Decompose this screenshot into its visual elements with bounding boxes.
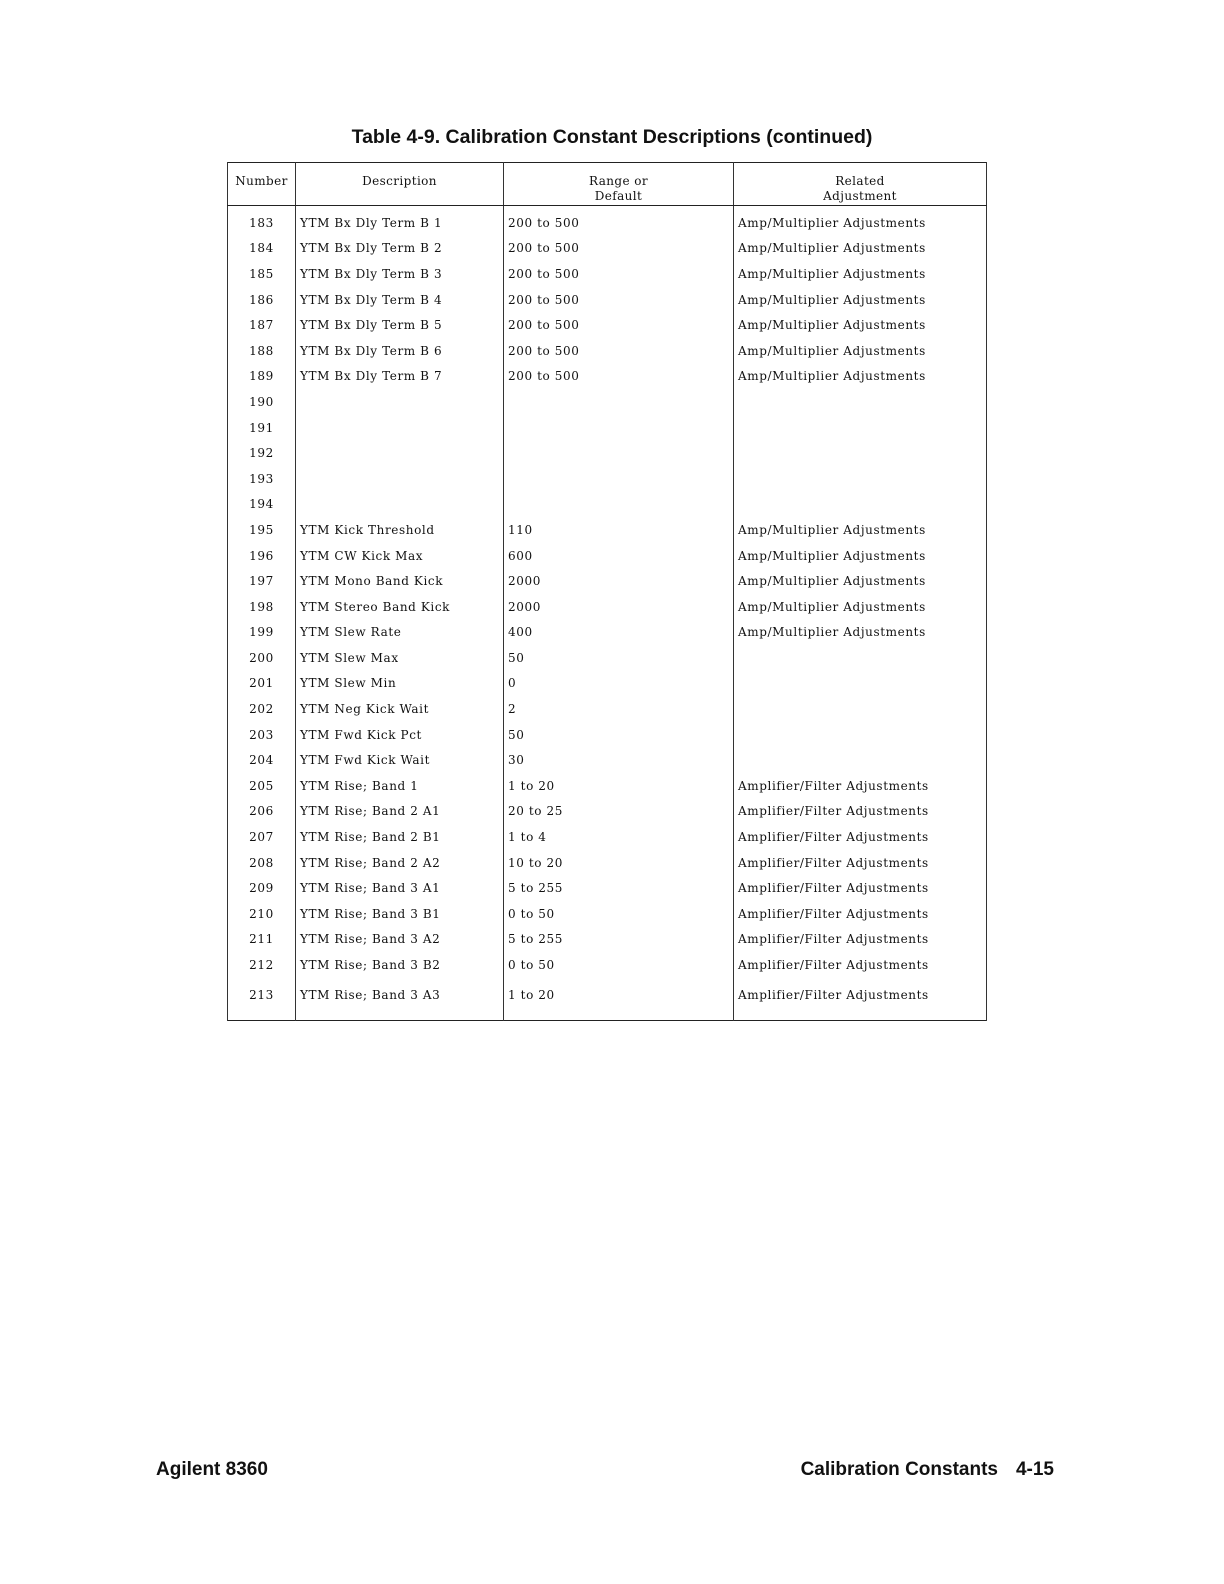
table-row bbox=[228, 287, 987, 313]
cell-related: Amplifier/Filter Adjustments bbox=[734, 952, 987, 978]
header-related bbox=[734, 163, 987, 206]
cell-description: YTM Kick Threshold bbox=[296, 517, 504, 543]
cell-range bbox=[504, 466, 734, 492]
cell-description: YTM Mono Band Kick bbox=[296, 568, 504, 594]
header-number-label: Number bbox=[235, 174, 288, 188]
cell-description bbox=[296, 440, 504, 466]
cell-related bbox=[734, 466, 987, 492]
cell-number: 202 bbox=[228, 696, 296, 722]
cell-description: YTM Bx Dly Term B 6 bbox=[296, 338, 504, 364]
cell-description bbox=[296, 415, 504, 441]
cell-range: 0 bbox=[504, 671, 734, 697]
table-row bbox=[228, 594, 987, 620]
cell-related: Amplifier/Filter Adjustments bbox=[734, 799, 987, 825]
table-row bbox=[228, 364, 987, 390]
cell-range: 200 to 500 bbox=[504, 287, 734, 313]
table-row bbox=[228, 415, 987, 441]
table-row bbox=[228, 773, 987, 799]
cell-description: YTM CW Kick Max bbox=[296, 543, 504, 569]
cell-related: Amp/Multiplier Adjustments bbox=[734, 543, 987, 569]
table-row bbox=[228, 338, 987, 364]
table-row bbox=[228, 645, 987, 671]
cell-related bbox=[734, 415, 987, 441]
table-row bbox=[228, 389, 987, 415]
cell-description: YTM Slew Rate bbox=[296, 620, 504, 646]
cell-related: Amp/Multiplier Adjustments bbox=[734, 236, 987, 262]
cell-description: YTM Slew Max bbox=[296, 645, 504, 671]
cell-related: Amp/Multiplier Adjustments bbox=[734, 594, 987, 620]
cell-range: 50 bbox=[504, 645, 734, 671]
cell-number: 186 bbox=[228, 287, 296, 313]
table-body bbox=[228, 206, 987, 1021]
cell-number: 209 bbox=[228, 875, 296, 901]
cell-description: YTM Rise; Band 2 A2 bbox=[296, 850, 504, 876]
cell-related: Amplifier/Filter Adjustments bbox=[734, 978, 987, 1021]
cell-range: 10 to 20 bbox=[504, 850, 734, 876]
table-caption: Table 4-9. Calibration Constant Descriptions (continued) bbox=[351, 126, 873, 148]
cell-number: 207 bbox=[228, 824, 296, 850]
cell-description: YTM Bx Dly Term B 5 bbox=[296, 312, 504, 338]
cell-range: 0 to 50 bbox=[504, 952, 734, 978]
cell-range: 5 to 255 bbox=[504, 927, 734, 953]
cell-description bbox=[296, 492, 504, 518]
table-row bbox=[228, 620, 987, 646]
cell-description: YTM Rise; Band 3 A3 bbox=[296, 978, 504, 1021]
cell-description: YTM Fwd Kick Wait bbox=[296, 747, 504, 773]
cell-related: Amp/Multiplier Adjustments bbox=[734, 364, 987, 390]
table-row bbox=[228, 492, 987, 518]
cell-number: 199 bbox=[228, 620, 296, 646]
cell-related: Amp/Multiplier Adjustments bbox=[734, 620, 987, 646]
table-row bbox=[228, 799, 987, 825]
cell-related bbox=[734, 389, 987, 415]
table-row bbox=[228, 312, 987, 338]
cell-range: 600 bbox=[504, 543, 734, 569]
table-row bbox=[228, 206, 987, 236]
cell-related bbox=[734, 492, 987, 518]
cell-related bbox=[734, 696, 987, 722]
cell-description bbox=[296, 466, 504, 492]
cell-range bbox=[504, 492, 734, 518]
cell-number: 188 bbox=[228, 338, 296, 364]
cell-range: 2000 bbox=[504, 594, 734, 620]
cell-number: 200 bbox=[228, 645, 296, 671]
cell-description: YTM Rise; Band 3 A1 bbox=[296, 875, 504, 901]
cell-range: 200 to 500 bbox=[504, 236, 734, 262]
cell-number: 198 bbox=[228, 594, 296, 620]
cell-number: 212 bbox=[228, 952, 296, 978]
cell-number: 204 bbox=[228, 747, 296, 773]
table-row bbox=[228, 850, 987, 876]
table-row bbox=[228, 261, 987, 287]
cell-number: 191 bbox=[228, 415, 296, 441]
cell-range: 400 bbox=[504, 620, 734, 646]
header-description bbox=[296, 163, 504, 206]
table-row bbox=[228, 747, 987, 773]
cell-description bbox=[296, 389, 504, 415]
cell-range: 200 to 500 bbox=[504, 206, 734, 236]
table-row bbox=[228, 952, 987, 978]
cell-number: 194 bbox=[228, 492, 296, 518]
cell-range: 2000 bbox=[504, 568, 734, 594]
cell-number: 213 bbox=[228, 978, 296, 1021]
cell-range: 200 to 500 bbox=[504, 338, 734, 364]
cell-related: Amplifier/Filter Adjustments bbox=[734, 927, 987, 953]
cell-related: Amplifier/Filter Adjustments bbox=[734, 850, 987, 876]
table-row bbox=[228, 440, 987, 466]
cell-number: 208 bbox=[228, 850, 296, 876]
cell-number: 193 bbox=[228, 466, 296, 492]
cell-number: 189 bbox=[228, 364, 296, 390]
header-description-label: Description bbox=[362, 174, 437, 188]
cell-description: YTM Rise; Band 1 bbox=[296, 773, 504, 799]
cell-number: 203 bbox=[228, 722, 296, 748]
cell-range: 200 to 500 bbox=[504, 364, 734, 390]
table-row bbox=[228, 696, 987, 722]
header-range-line2: Default bbox=[594, 189, 643, 203]
cell-description: YTM Neg Kick Wait bbox=[296, 696, 504, 722]
cell-range: 1 to 4 bbox=[504, 824, 734, 850]
cell-description: YTM Bx Dly Term B 3 bbox=[296, 261, 504, 287]
cell-number: 205 bbox=[228, 773, 296, 799]
cell-number: 192 bbox=[228, 440, 296, 466]
cell-range: 200 to 500 bbox=[504, 261, 734, 287]
cell-description: YTM Bx Dly Term B 4 bbox=[296, 287, 504, 313]
cell-related: Amp/Multiplier Adjustments bbox=[734, 312, 987, 338]
header-number bbox=[228, 163, 296, 206]
footer-product: Agilent 8360 bbox=[156, 1459, 268, 1480]
cell-related bbox=[734, 440, 987, 466]
cell-range: 110 bbox=[504, 517, 734, 543]
header-related-line1: Related bbox=[835, 174, 885, 188]
table-row bbox=[228, 466, 987, 492]
cell-description: YTM Slew Min bbox=[296, 671, 504, 697]
cell-number: 184 bbox=[228, 236, 296, 262]
header-range bbox=[504, 163, 734, 206]
cell-related: Amp/Multiplier Adjustments bbox=[734, 517, 987, 543]
table-row bbox=[228, 978, 987, 1021]
cell-number: 201 bbox=[228, 671, 296, 697]
cell-number: 187 bbox=[228, 312, 296, 338]
cell-number: 197 bbox=[228, 568, 296, 594]
cell-range: 20 to 25 bbox=[504, 799, 734, 825]
cell-related: Amplifier/Filter Adjustments bbox=[734, 901, 987, 927]
table-row bbox=[228, 824, 987, 850]
cell-description: YTM Rise; Band 2 B1 bbox=[296, 824, 504, 850]
cell-range: 0 to 50 bbox=[504, 901, 734, 927]
cell-range: 2 bbox=[504, 696, 734, 722]
cell-description: YTM Rise; Band 3 B1 bbox=[296, 901, 504, 927]
cell-range: 5 to 255 bbox=[504, 875, 734, 901]
footer-section bbox=[801, 1459, 1054, 1481]
cell-description: YTM Rise; Band 3 B2 bbox=[296, 952, 504, 978]
page-number: 4-15 bbox=[1015, 1459, 1054, 1480]
cell-related: Amp/Multiplier Adjustments bbox=[734, 568, 987, 594]
cell-range: 50 bbox=[504, 722, 734, 748]
cell-related: Amplifier/Filter Adjustments bbox=[734, 773, 987, 799]
cell-description: YTM Fwd Kick Pct bbox=[296, 722, 504, 748]
cell-related: Amplifier/Filter Adjustments bbox=[734, 824, 987, 850]
cell-range: 200 to 500 bbox=[504, 312, 734, 338]
cell-description: YTM Bx Dly Term B 1 bbox=[296, 206, 504, 236]
cell-number: 206 bbox=[228, 799, 296, 825]
header-range-line1: Range or bbox=[589, 174, 648, 188]
header-related-line2: Adjustment bbox=[823, 189, 897, 203]
cell-description: YTM Bx Dly Term B 2 bbox=[296, 236, 504, 262]
cell-range bbox=[504, 440, 734, 466]
cell-range bbox=[504, 415, 734, 441]
cell-related bbox=[734, 671, 987, 697]
cell-range: 30 bbox=[504, 747, 734, 773]
table-row bbox=[228, 517, 987, 543]
cell-related: Amp/Multiplier Adjustments bbox=[734, 261, 987, 287]
cell-description: YTM Bx Dly Term B 7 bbox=[296, 364, 504, 390]
cell-number: 210 bbox=[228, 901, 296, 927]
cell-range bbox=[504, 389, 734, 415]
cell-number: 183 bbox=[228, 206, 296, 236]
cell-description: YTM Stereo Band Kick bbox=[296, 594, 504, 620]
cell-number: 195 bbox=[228, 517, 296, 543]
cell-related bbox=[734, 747, 987, 773]
cell-number: 190 bbox=[228, 389, 296, 415]
cell-number: 196 bbox=[228, 543, 296, 569]
table-row bbox=[228, 671, 987, 697]
cell-related: Amp/Multiplier Adjustments bbox=[734, 287, 987, 313]
table-row bbox=[228, 543, 987, 569]
cell-related: Amplifier/Filter Adjustments bbox=[734, 875, 987, 901]
table-row bbox=[228, 236, 987, 262]
cell-range: 1 to 20 bbox=[504, 773, 734, 799]
cell-number: 211 bbox=[228, 927, 296, 953]
cell-range: 1 to 20 bbox=[504, 978, 734, 1021]
table-row bbox=[228, 927, 987, 953]
cell-related bbox=[734, 645, 987, 671]
cell-description: YTM Rise; Band 2 A1 bbox=[296, 799, 504, 825]
table-row bbox=[228, 722, 987, 748]
table-header-row bbox=[228, 163, 987, 206]
table-row bbox=[228, 568, 987, 594]
footer-section-title: Calibration Constants bbox=[800, 1459, 998, 1480]
table-row bbox=[228, 901, 987, 927]
table-row bbox=[228, 875, 987, 901]
cell-number: 185 bbox=[228, 261, 296, 287]
cell-related: Amp/Multiplier Adjustments bbox=[734, 206, 987, 236]
cell-related: Amp/Multiplier Adjustments bbox=[734, 338, 987, 364]
cell-related bbox=[734, 722, 987, 748]
calibration-constants-table bbox=[227, 162, 987, 1021]
cell-description: YTM Rise; Band 3 A2 bbox=[296, 927, 504, 953]
